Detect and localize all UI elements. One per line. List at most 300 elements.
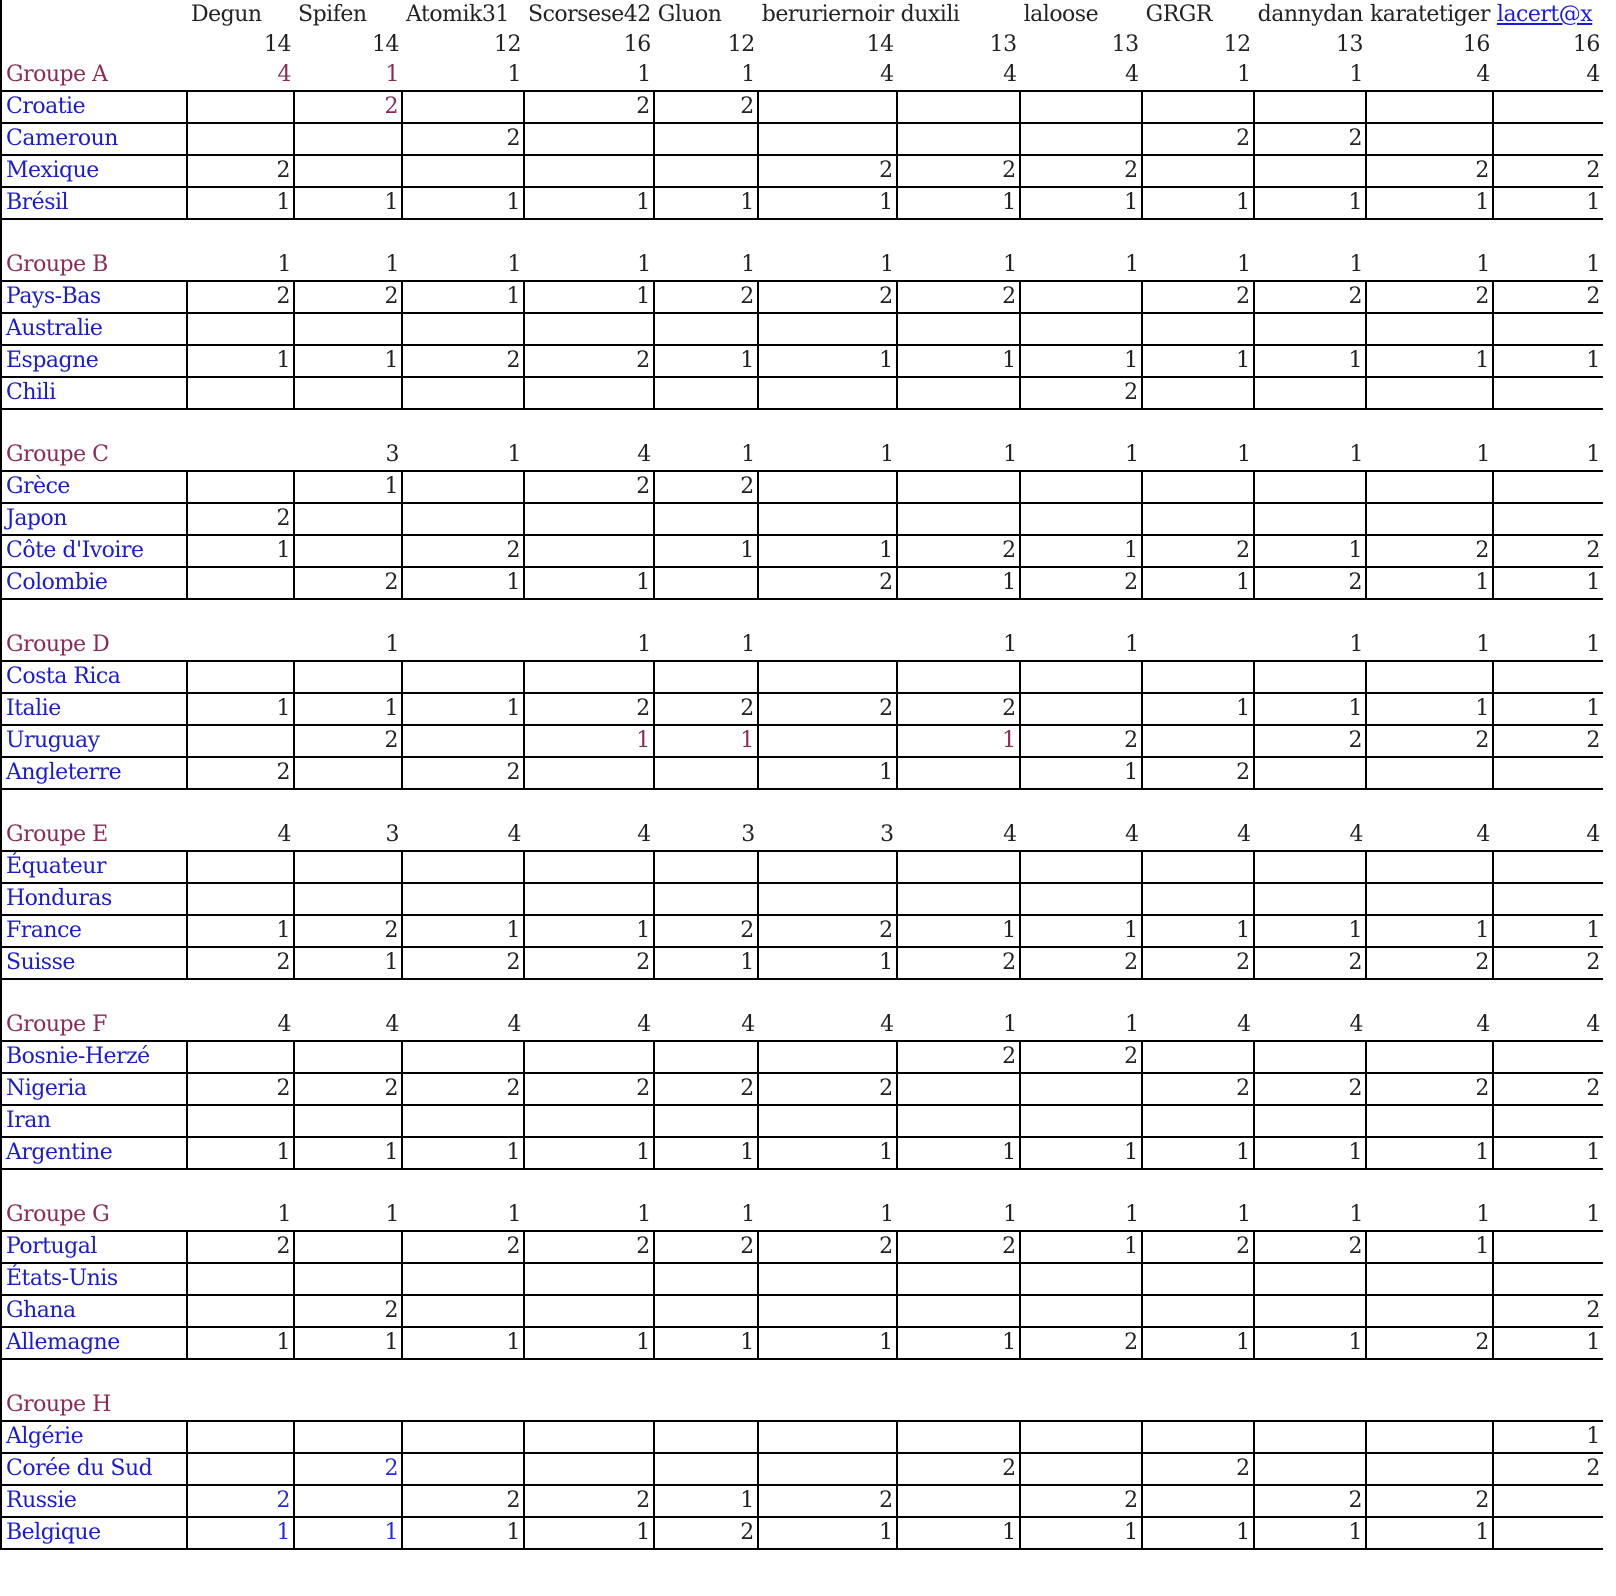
group-cell[interactable]: 1: [1349, 62, 1363, 87]
group-cell[interactable]: 4: [637, 442, 651, 467]
prediction-cell[interactable]: 2: [294, 915, 402, 947]
prediction-cell[interactable]: 1: [1493, 1137, 1603, 1169]
prediction-cell[interactable]: 2: [524, 1073, 654, 1105]
prediction-cell[interactable]: 2: [1142, 757, 1254, 789]
prediction-cell[interactable]: 2: [1254, 281, 1366, 313]
prediction-cell[interactable]: [654, 503, 758, 535]
prediction-cell[interactable]: [1254, 503, 1366, 535]
prediction-cell[interactable]: 1: [758, 1327, 897, 1359]
prediction-cell[interactable]: 1: [654, 187, 758, 219]
group-cell[interactable]: [524, 1390, 654, 1421]
prediction-cell[interactable]: [402, 1453, 524, 1485]
prediction-cell[interactable]: 1: [1493, 567, 1603, 599]
group-cell[interactable]: 1: [741, 252, 755, 277]
group-cell[interactable]: [758, 630, 897, 661]
group-cell[interactable]: 1: [1125, 442, 1139, 467]
group-cell[interactable]: [1366, 1390, 1493, 1421]
prediction-cell[interactable]: 2: [897, 155, 1020, 187]
prediction-cell[interactable]: 1: [897, 915, 1020, 947]
prediction-cell[interactable]: 2: [1366, 535, 1493, 567]
prediction-cell[interactable]: 1: [1254, 693, 1366, 725]
prediction-cell[interactable]: 1: [1254, 1327, 1366, 1359]
prediction-cell[interactable]: [187, 313, 294, 345]
prediction-cell[interactable]: 1: [897, 567, 1020, 599]
prediction-cell[interactable]: [654, 377, 758, 409]
prediction-cell[interactable]: 1: [1020, 757, 1142, 789]
group-cell[interactable]: [187, 630, 294, 661]
prediction-cell[interactable]: 2: [187, 155, 294, 187]
prediction-cell[interactable]: 2: [524, 345, 654, 377]
prediction-cell[interactable]: [1493, 91, 1603, 123]
group-cell[interactable]: 1: [385, 62, 399, 87]
prediction-cell[interactable]: [897, 1073, 1020, 1105]
prediction-cell[interactable]: [1254, 851, 1366, 883]
prediction-cell[interactable]: 2: [758, 155, 897, 187]
prediction-cell[interactable]: [654, 757, 758, 789]
prediction-cell[interactable]: [897, 377, 1020, 409]
prediction-cell[interactable]: 2: [187, 1073, 294, 1105]
prediction-cell[interactable]: 1: [1142, 915, 1254, 947]
group-cell[interactable]: 1: [741, 632, 755, 657]
prediction-cell[interactable]: 2: [897, 535, 1020, 567]
prediction-cell[interactable]: [187, 1105, 294, 1137]
prediction-cell[interactable]: 2: [1493, 1073, 1603, 1105]
prediction-cell[interactable]: 2: [758, 567, 897, 599]
prediction-cell[interactable]: 1: [758, 345, 897, 377]
prediction-cell[interactable]: [294, 535, 402, 567]
prediction-cell[interactable]: 2: [1366, 281, 1493, 313]
prediction-cell[interactable]: [524, 851, 654, 883]
prediction-cell[interactable]: 2: [654, 915, 758, 947]
prediction-cell[interactable]: 2: [524, 693, 654, 725]
prediction-cell[interactable]: [187, 1421, 294, 1453]
group-cell[interactable]: [294, 1390, 402, 1421]
prediction-cell[interactable]: [1254, 91, 1366, 123]
prediction-cell[interactable]: 1: [1142, 345, 1254, 377]
prediction-cell[interactable]: [1366, 1295, 1493, 1327]
prediction-cell[interactable]: [758, 851, 897, 883]
group-cell[interactable]: 4: [277, 822, 291, 847]
group-cell[interactable]: 1: [1003, 632, 1017, 657]
prediction-cell[interactable]: 2: [1493, 947, 1603, 979]
prediction-cell[interactable]: [524, 1263, 654, 1295]
group-cell[interactable]: 1: [507, 1202, 521, 1227]
prediction-cell[interactable]: [1493, 313, 1603, 345]
group-cell[interactable]: 1: [1003, 442, 1017, 467]
group-cell[interactable]: [1493, 1390, 1603, 1421]
prediction-cell[interactable]: [1493, 1231, 1603, 1263]
prediction-cell[interactable]: 1: [402, 281, 524, 313]
prediction-cell[interactable]: [1142, 1105, 1254, 1137]
group-cell[interactable]: 3: [385, 822, 399, 847]
prediction-cell[interactable]: [758, 661, 897, 693]
prediction-cell[interactable]: [402, 1295, 524, 1327]
prediction-cell[interactable]: 2: [897, 1231, 1020, 1263]
prediction-cell[interactable]: [1493, 883, 1603, 915]
group-cell[interactable]: 1: [1349, 1202, 1363, 1227]
prediction-cell[interactable]: [1366, 883, 1493, 915]
prediction-cell[interactable]: 2: [1254, 123, 1366, 155]
prediction-cell[interactable]: [1254, 1105, 1366, 1137]
group-cell[interactable]: [402, 630, 524, 661]
group-cell[interactable]: 4: [637, 1012, 651, 1037]
prediction-cell[interactable]: [654, 1105, 758, 1137]
prediction-cell[interactable]: 2: [294, 91, 402, 123]
prediction-cell[interactable]: [402, 503, 524, 535]
prediction-cell[interactable]: 1: [294, 187, 402, 219]
prediction-cell[interactable]: 2: [187, 1485, 294, 1517]
prediction-cell[interactable]: 1: [897, 1137, 1020, 1169]
group-cell[interactable]: 1: [277, 1202, 291, 1227]
prediction-cell[interactable]: [187, 725, 294, 757]
group-cell[interactable]: [187, 1390, 294, 1421]
group-cell[interactable]: 4: [1586, 1012, 1600, 1037]
prediction-cell[interactable]: [1254, 377, 1366, 409]
prediction-cell[interactable]: 1: [897, 725, 1020, 757]
prediction-cell[interactable]: [1020, 91, 1142, 123]
prediction-cell[interactable]: 1: [897, 1517, 1020, 1549]
group-cell[interactable]: 1: [741, 442, 755, 467]
prediction-cell[interactable]: [1493, 377, 1603, 409]
prediction-cell[interactable]: 2: [758, 1485, 897, 1517]
prediction-cell[interactable]: 1: [654, 725, 758, 757]
prediction-cell[interactable]: 2: [187, 1231, 294, 1263]
prediction-cell[interactable]: 1: [187, 1327, 294, 1359]
prediction-cell[interactable]: 2: [1493, 1295, 1603, 1327]
prediction-cell[interactable]: 2: [1142, 535, 1254, 567]
prediction-cell[interactable]: 1: [524, 567, 654, 599]
prediction-cell[interactable]: 2: [1366, 947, 1493, 979]
prediction-cell[interactable]: [1020, 1263, 1142, 1295]
group-cell[interactable]: 1: [1476, 632, 1490, 657]
prediction-cell[interactable]: [897, 1421, 1020, 1453]
prediction-cell[interactable]: [1020, 1105, 1142, 1137]
prediction-cell[interactable]: 1: [897, 1327, 1020, 1359]
prediction-cell[interactable]: [187, 883, 294, 915]
prediction-cell[interactable]: [402, 1041, 524, 1073]
prediction-cell[interactable]: [1020, 1421, 1142, 1453]
prediction-cell[interactable]: [654, 1453, 758, 1485]
prediction-cell[interactable]: [1254, 883, 1366, 915]
group-cell[interactable]: 4: [1476, 62, 1490, 87]
prediction-cell[interactable]: 1: [1020, 187, 1142, 219]
prediction-cell[interactable]: [758, 1105, 897, 1137]
prediction-cell[interactable]: 2: [524, 471, 654, 503]
prediction-cell[interactable]: 1: [1493, 915, 1603, 947]
prediction-cell[interactable]: [654, 1421, 758, 1453]
prediction-cell[interactable]: [187, 661, 294, 693]
prediction-cell[interactable]: [1493, 123, 1603, 155]
group-cell[interactable]: 4: [1125, 62, 1139, 87]
prediction-cell[interactable]: 2: [1493, 155, 1603, 187]
prediction-cell[interactable]: [1020, 123, 1142, 155]
prediction-cell[interactable]: 2: [187, 947, 294, 979]
prediction-cell[interactable]: [1493, 1105, 1603, 1137]
prediction-cell[interactable]: [1366, 661, 1493, 693]
prediction-cell[interactable]: [402, 851, 524, 883]
prediction-cell[interactable]: 1: [187, 1517, 294, 1549]
prediction-cell[interactable]: 1: [758, 1517, 897, 1549]
group-cell[interactable]: 1: [385, 632, 399, 657]
prediction-cell[interactable]: [294, 155, 402, 187]
prediction-cell[interactable]: 2: [1366, 1327, 1493, 1359]
prediction-cell[interactable]: [187, 377, 294, 409]
prediction-cell[interactable]: [402, 155, 524, 187]
prediction-cell[interactable]: 1: [654, 1485, 758, 1517]
prediction-cell[interactable]: [187, 1295, 294, 1327]
prediction-cell[interactable]: [1366, 757, 1493, 789]
prediction-cell[interactable]: 2: [402, 1485, 524, 1517]
prediction-cell[interactable]: [758, 1421, 897, 1453]
prediction-cell[interactable]: [654, 851, 758, 883]
prediction-cell[interactable]: [1366, 123, 1493, 155]
prediction-cell[interactable]: 2: [1142, 1073, 1254, 1105]
prediction-cell[interactable]: [654, 567, 758, 599]
group-cell[interactable]: 1: [880, 252, 894, 277]
prediction-cell[interactable]: [1493, 1263, 1603, 1295]
prediction-cell[interactable]: [294, 1485, 402, 1517]
prediction-cell[interactable]: 1: [1493, 1421, 1603, 1453]
group-cell[interactable]: 1: [1586, 632, 1600, 657]
prediction-cell[interactable]: 1: [524, 725, 654, 757]
prediction-cell[interactable]: 1: [1366, 1517, 1493, 1549]
prediction-cell[interactable]: [524, 313, 654, 345]
prediction-cell[interactable]: 2: [654, 281, 758, 313]
prediction-cell[interactable]: [1020, 1295, 1142, 1327]
prediction-cell[interactable]: [524, 1041, 654, 1073]
group-cell[interactable]: 4: [741, 1012, 755, 1037]
prediction-cell[interactable]: 2: [402, 947, 524, 979]
prediction-cell[interactable]: 1: [654, 947, 758, 979]
prediction-cell[interactable]: [1254, 1041, 1366, 1073]
prediction-cell[interactable]: [897, 503, 1020, 535]
prediction-cell[interactable]: [897, 91, 1020, 123]
prediction-cell[interactable]: [402, 1105, 524, 1137]
prediction-cell[interactable]: 2: [654, 91, 758, 123]
prediction-cell[interactable]: [187, 1263, 294, 1295]
prediction-cell[interactable]: 1: [758, 535, 897, 567]
prediction-cell[interactable]: [897, 123, 1020, 155]
group-cell[interactable]: 1: [1349, 442, 1363, 467]
group-cell[interactable]: 1: [1349, 632, 1363, 657]
prediction-cell[interactable]: [897, 1105, 1020, 1137]
prediction-cell[interactable]: [758, 1263, 897, 1295]
prediction-cell[interactable]: 1: [1142, 567, 1254, 599]
prediction-cell[interactable]: 1: [1142, 693, 1254, 725]
participant-name-12[interactable]: lacert@x: [1496, 2, 1593, 27]
prediction-cell[interactable]: [654, 1041, 758, 1073]
prediction-cell[interactable]: [294, 1421, 402, 1453]
prediction-cell[interactable]: [294, 661, 402, 693]
prediction-cell[interactable]: 1: [294, 947, 402, 979]
group-cell[interactable]: 4: [1586, 822, 1600, 847]
prediction-cell[interactable]: [1493, 661, 1603, 693]
prediction-cell[interactable]: [294, 1263, 402, 1295]
prediction-cell[interactable]: [1493, 503, 1603, 535]
prediction-cell[interactable]: 2: [294, 1453, 402, 1485]
prediction-cell[interactable]: [1366, 91, 1493, 123]
prediction-cell[interactable]: 2: [1366, 725, 1493, 757]
prediction-cell[interactable]: [897, 661, 1020, 693]
prediction-cell[interactable]: 1: [758, 187, 897, 219]
prediction-cell[interactable]: 2: [897, 1453, 1020, 1485]
prediction-cell[interactable]: [654, 123, 758, 155]
prediction-cell[interactable]: 2: [402, 757, 524, 789]
prediction-cell[interactable]: [524, 1105, 654, 1137]
prediction-cell[interactable]: [897, 883, 1020, 915]
group-cell[interactable]: 1: [1003, 252, 1017, 277]
group-cell[interactable]: 1: [1476, 442, 1490, 467]
prediction-cell[interactable]: [294, 313, 402, 345]
prediction-cell[interactable]: [1142, 471, 1254, 503]
prediction-cell[interactable]: 1: [1020, 915, 1142, 947]
prediction-cell[interactable]: 2: [1142, 123, 1254, 155]
prediction-cell[interactable]: [1020, 661, 1142, 693]
prediction-cell[interactable]: [187, 851, 294, 883]
prediction-cell[interactable]: 2: [654, 1073, 758, 1105]
prediction-cell[interactable]: 2: [524, 1485, 654, 1517]
prediction-cell[interactable]: 1: [1366, 567, 1493, 599]
group-cell[interactable]: [1020, 1390, 1142, 1421]
group-cell[interactable]: [1142, 630, 1254, 661]
prediction-cell[interactable]: [402, 661, 524, 693]
prediction-cell[interactable]: [758, 725, 897, 757]
prediction-cell[interactable]: 1: [1366, 187, 1493, 219]
prediction-cell[interactable]: [402, 377, 524, 409]
prediction-cell[interactable]: 1: [187, 187, 294, 219]
prediction-cell[interactable]: [1142, 883, 1254, 915]
group-cell[interactable]: [1142, 1390, 1254, 1421]
prediction-cell[interactable]: 1: [654, 535, 758, 567]
group-cell[interactable]: 4: [507, 1012, 521, 1037]
prediction-cell[interactable]: [402, 883, 524, 915]
prediction-cell[interactable]: [897, 1263, 1020, 1295]
prediction-cell[interactable]: 1: [1020, 1231, 1142, 1263]
prediction-cell[interactable]: [187, 1453, 294, 1485]
prediction-cell[interactable]: [524, 883, 654, 915]
prediction-cell[interactable]: 1: [1493, 1327, 1603, 1359]
group-cell[interactable]: 1: [507, 442, 521, 467]
prediction-cell[interactable]: 2: [294, 1295, 402, 1327]
prediction-cell[interactable]: [1020, 1073, 1142, 1105]
prediction-cell[interactable]: 1: [1142, 1517, 1254, 1549]
group-cell[interactable]: [187, 440, 294, 471]
prediction-cell[interactable]: 2: [758, 1073, 897, 1105]
group-cell[interactable]: 1: [1125, 1012, 1139, 1037]
prediction-cell[interactable]: [897, 1485, 1020, 1517]
prediction-cell[interactable]: [1254, 1453, 1366, 1485]
prediction-cell[interactable]: 1: [1493, 693, 1603, 725]
prediction-cell[interactable]: [1366, 1263, 1493, 1295]
prediction-cell[interactable]: 1: [524, 187, 654, 219]
prediction-cell[interactable]: 2: [1493, 535, 1603, 567]
prediction-cell[interactable]: [1366, 1041, 1493, 1073]
group-cell[interactable]: 4: [1237, 1012, 1251, 1037]
group-cell[interactable]: 4: [385, 1012, 399, 1037]
group-cell[interactable]: 1: [385, 1202, 399, 1227]
prediction-cell[interactable]: 1: [294, 1517, 402, 1549]
prediction-cell[interactable]: [654, 661, 758, 693]
prediction-cell[interactable]: [758, 503, 897, 535]
group-cell[interactable]: 1: [1586, 442, 1600, 467]
group-cell[interactable]: 1: [637, 62, 651, 87]
prediction-cell[interactable]: 1: [294, 1137, 402, 1169]
prediction-cell[interactable]: [524, 155, 654, 187]
prediction-cell[interactable]: 1: [1142, 1137, 1254, 1169]
prediction-cell[interactable]: 1: [524, 1517, 654, 1549]
prediction-cell[interactable]: 2: [1020, 947, 1142, 979]
prediction-cell[interactable]: [654, 155, 758, 187]
group-cell[interactable]: [758, 1390, 897, 1421]
prediction-cell[interactable]: [897, 1295, 1020, 1327]
prediction-cell[interactable]: 2: [897, 693, 1020, 725]
prediction-cell[interactable]: 2: [654, 471, 758, 503]
prediction-cell[interactable]: [758, 1041, 897, 1073]
group-cell[interactable]: 4: [1003, 822, 1017, 847]
prediction-cell[interactable]: [402, 91, 524, 123]
group-cell[interactable]: 1: [1476, 252, 1490, 277]
prediction-cell[interactable]: 2: [654, 1231, 758, 1263]
prediction-cell[interactable]: [524, 1295, 654, 1327]
prediction-cell[interactable]: 2: [758, 915, 897, 947]
prediction-cell[interactable]: 1: [897, 345, 1020, 377]
prediction-cell[interactable]: 1: [1254, 1517, 1366, 1549]
prediction-cell[interactable]: [294, 123, 402, 155]
prediction-cell[interactable]: [1366, 377, 1493, 409]
prediction-cell[interactable]: [1254, 471, 1366, 503]
prediction-cell[interactable]: 1: [294, 693, 402, 725]
group-cell[interactable]: 4: [1476, 1012, 1490, 1037]
group-cell[interactable]: 1: [637, 1202, 651, 1227]
group-cell[interactable]: 4: [1237, 822, 1251, 847]
prediction-cell[interactable]: 2: [1020, 1041, 1142, 1073]
prediction-cell[interactable]: 1: [1254, 345, 1366, 377]
prediction-cell[interactable]: [524, 503, 654, 535]
prediction-cell[interactable]: [758, 313, 897, 345]
group-cell[interactable]: 1: [1237, 62, 1251, 87]
prediction-cell[interactable]: 1: [1254, 1137, 1366, 1169]
prediction-cell[interactable]: [758, 1453, 897, 1485]
prediction-cell[interactable]: [1142, 851, 1254, 883]
prediction-cell[interactable]: [1366, 313, 1493, 345]
prediction-cell[interactable]: 2: [1020, 567, 1142, 599]
group-cell[interactable]: 1: [1586, 1202, 1600, 1227]
prediction-cell[interactable]: [402, 471, 524, 503]
group-cell[interactable]: 4: [277, 1012, 291, 1037]
prediction-cell[interactable]: 2: [187, 757, 294, 789]
prediction-cell[interactable]: [1142, 377, 1254, 409]
prediction-cell[interactable]: 1: [1142, 187, 1254, 219]
prediction-cell[interactable]: [1142, 313, 1254, 345]
prediction-cell[interactable]: [294, 1105, 402, 1137]
prediction-cell[interactable]: [1020, 1453, 1142, 1485]
group-cell[interactable]: 1: [880, 1202, 894, 1227]
prediction-cell[interactable]: [1020, 503, 1142, 535]
prediction-cell[interactable]: [294, 503, 402, 535]
prediction-cell[interactable]: 1: [1254, 535, 1366, 567]
prediction-cell[interactable]: [1142, 1485, 1254, 1517]
group-cell[interactable]: 3: [880, 822, 894, 847]
prediction-cell[interactable]: [654, 1263, 758, 1295]
prediction-cell[interactable]: 2: [654, 1517, 758, 1549]
prediction-cell[interactable]: 1: [294, 1327, 402, 1359]
group-cell[interactable]: 1: [1003, 1012, 1017, 1037]
prediction-cell[interactable]: [1254, 1263, 1366, 1295]
prediction-cell[interactable]: 2: [402, 123, 524, 155]
prediction-cell[interactable]: 2: [402, 1073, 524, 1105]
prediction-cell[interactable]: 1: [1020, 535, 1142, 567]
prediction-cell[interactable]: 2: [1020, 1485, 1142, 1517]
